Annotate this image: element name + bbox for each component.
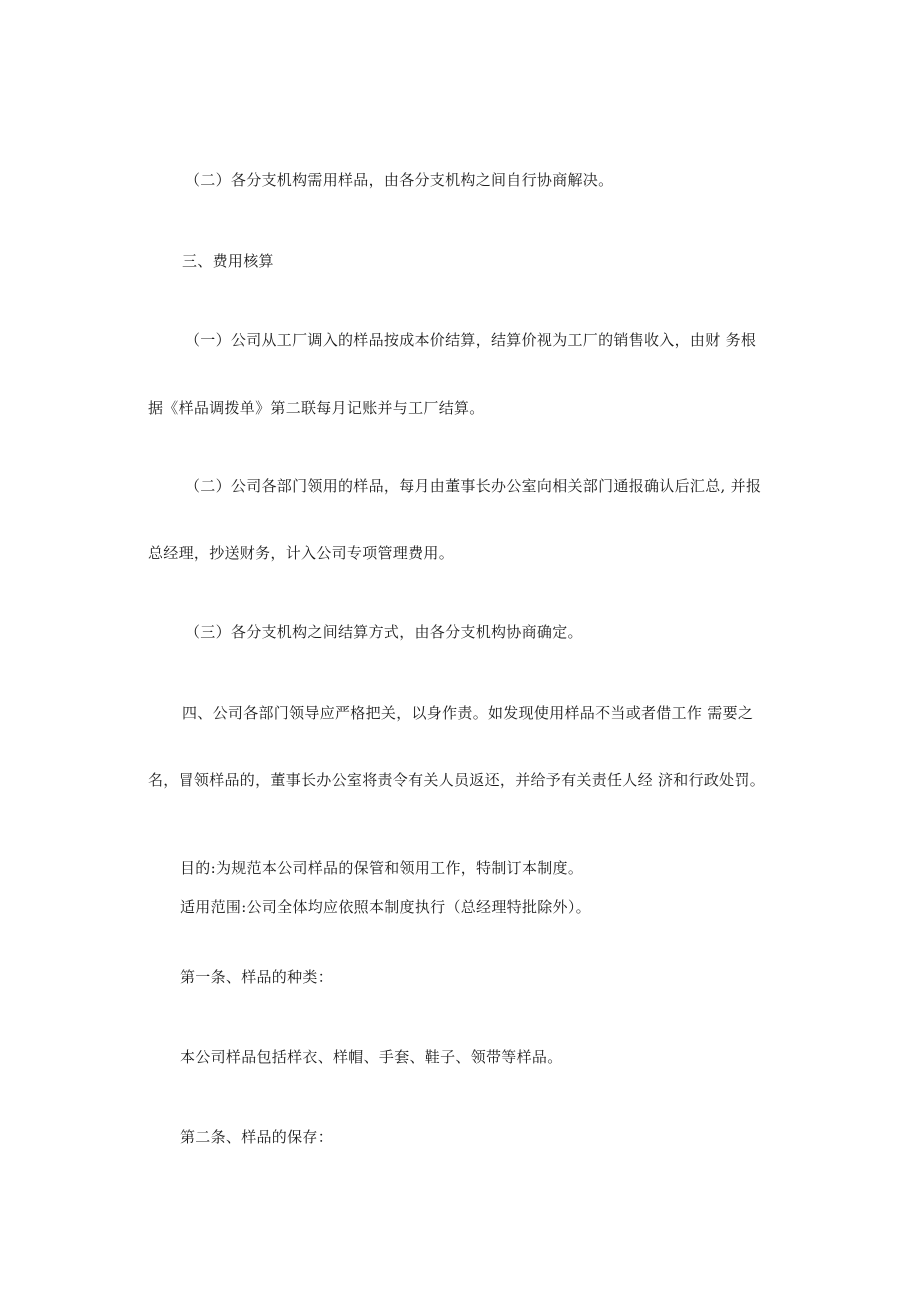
section4-line1: 四、公司各部门领导应严格把关，以身作责。如发现使用样品不当或者借工作 需要之 xyxy=(182,704,754,722)
section3-heading: 三、费用核算 xyxy=(182,252,274,270)
section2-item2: （二）各分支机构需用样品，由各分支机构之间自行协商解决。 xyxy=(185,171,614,189)
article1-heading: 第一条、样品的种类： xyxy=(180,968,334,986)
article1-body: 本公司样品包括样衣、样帽、手套、鞋子、领带等样品。 xyxy=(180,1048,563,1066)
section3-item3: （三）各分支机构之间结算方式，由各分支机构协商确定。 xyxy=(185,623,583,641)
section3-item1-line2: 据《样品调拨单》第二联每月记账并与工厂结算。 xyxy=(148,399,485,417)
section3-item2-line2: 总经理，抄送财务，计入公司专项管理费用。 xyxy=(148,544,455,562)
article2-heading: 第二条、样品的保存： xyxy=(180,1128,334,1146)
section4-line2: 名，冒领样品的，董事长办公室将责令有关人员返还，并给予有关责任人经 济和行政处罚。 xyxy=(148,771,766,789)
purpose-line: 目的:为规范本公司样品的保管和领用工作，特制订本制度。 xyxy=(180,859,584,877)
section3-item1-line1: （一）公司从工厂调入的样品按成本价结算，结算价视为工厂的销售收入，由财 务根 xyxy=(185,331,757,349)
scope-line: 适用范围:公司全体均应依照本制度执行（总经理特批除外）。 xyxy=(180,898,591,916)
section3-item2-line1: （二）公司各部门领用的样品，每月由董事长办公室向相关部门通报确认后汇总, 并报 xyxy=(185,477,762,495)
